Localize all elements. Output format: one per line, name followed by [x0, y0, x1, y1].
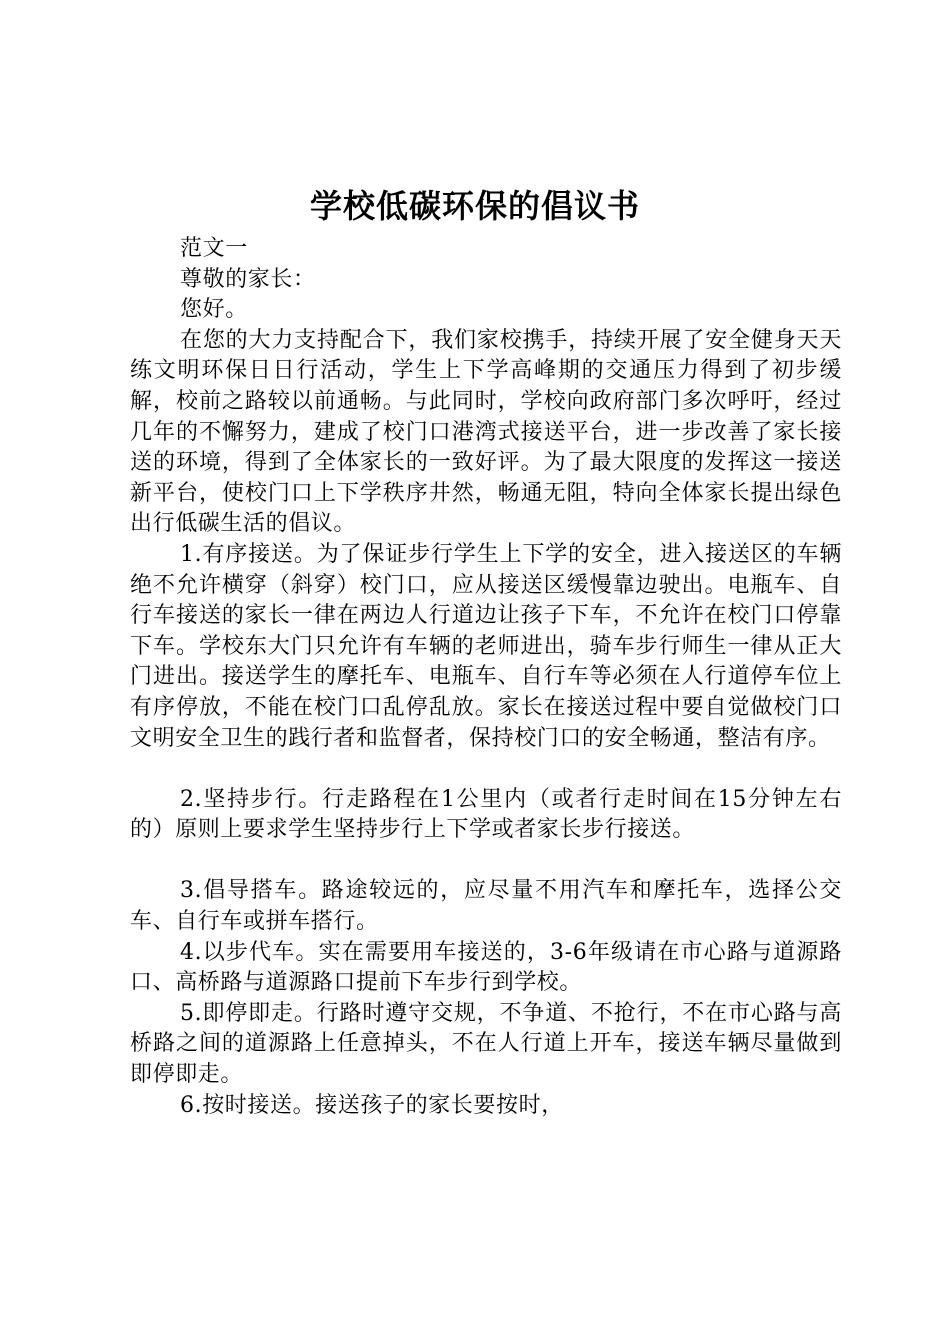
salutation: 尊敬的家长： — [180, 266, 316, 292]
document-body — [130, 234, 842, 1121]
intro-paragraph: 在您的大力支持配合下，我们家校携手，持续开展了安全健身天天练文明环保日日行活动，学生上下学高峰期的交通压力得到了初步缓解，校前之路较以前通畅。与此同时，学校向政府部门多次呼吁，经过几年的不懈努力，建成了校门口港湾式接送平台，进一步改善了家长接送的环境，得到了全体家长的一致好评。为了最大限度的发挥这一接送新平台，使校门口上下学秩序井然，畅通无阻，特向全体家长提出绿色出行低碳生活的倡议。 — [130, 327, 842, 537]
list-item: 2.坚持步行。行走路程在1公里内（或者行走时间在15分钟左右的）原则上要求学生坚持步行上下学或者家长步行接送。 — [130, 786, 842, 843]
list-item: 5.即停即走。行路时遵守交规，不争道、不抢行，不在市心路与高桥路之间的道源路上任意掉头，不在人行道上开车，接送车辆尽量做到即停即走。 — [130, 1000, 842, 1088]
document-label: 范文一 — [180, 236, 248, 261]
greeting: 您好。 — [180, 297, 248, 323]
list-item: 3.倡导搭车。路途较远的，应尽量不用汽车和摩托车，选择公交车、自行车或拼车搭行。 — [130, 878, 842, 935]
document-title: 学校低碳环保的倡议书 — [309, 187, 640, 225]
blank-line — [130, 754, 842, 785]
list-item: 1.有序接送。为了保证步行学生上下学的安全，进入接送区的车辆绝不允许横穿（斜穿）校门口，应从接送区缓慢靠边驶出。电瓶车、自行车接送的家长一律在两边人行道边让孩子下车，不允许在校门口停靠下车。学校东大门只允许有车辆的老师进出，骑车步行师生一律从正大门进出。接送学生的摩托车、电瓶车、自行车等必须在人行道停车位上有序停放，不能在校门口乱停乱放。家长在接送过程中要自觉做校门口文明安全卫生的践行者和监督者，保持校门口的安全畅通，整洁有序。 — [130, 541, 842, 751]
blank-line — [130, 846, 842, 877]
list-item: 6.按时接送。接送孩子的家长要按时， — [180, 1092, 564, 1118]
list-item: 4.以步代车。实在需要用车接送的，3-6年级请在市心路与道源路口、高桥路与道源路口提前下车步行到学校。 — [130, 939, 842, 996]
